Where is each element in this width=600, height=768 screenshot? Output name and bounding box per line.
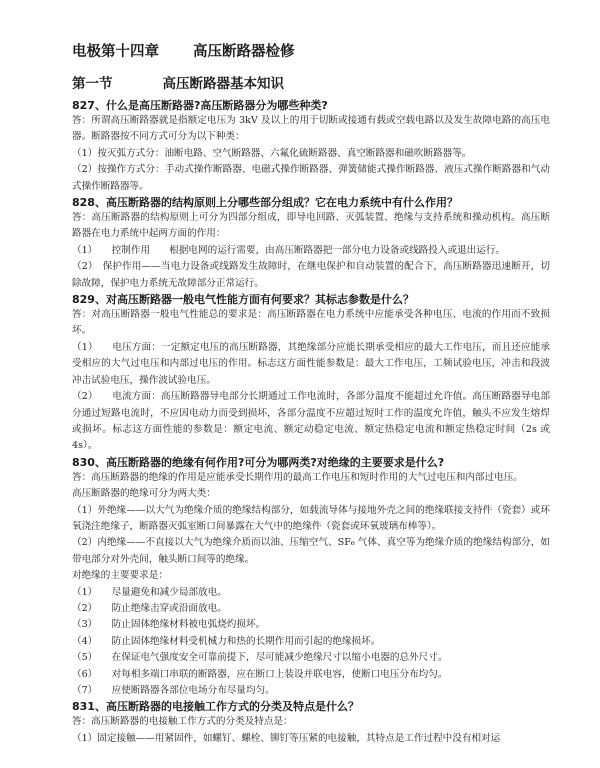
answer-paragraph: （2） 防止绝缘击穿或沿面放电。 — [72, 602, 227, 614]
answer-paragraph: （4） 防止固体绝缘材料受机械力和热的长期作用而引起的绝缘损坏。 — [72, 635, 381, 647]
question-heading: 831、高压断路器的电接触工作方式的分类及特点是什么？ — [72, 700, 359, 714]
question-heading: 828、高压断路器的结构原则上分哪些部分组成？它在电力系统中有什么作用？ — [72, 196, 458, 210]
answer-paragraph: （6） 对每相多端口串联的断路器，应在断口上装设并联电容，使断口电压分布均匀。 — [72, 668, 448, 680]
answer-paragraph: 答：高压断路器的结构原则上可分为四部分组成，即导电回路、灭弧装置、绝缘与支持系统和操动机构。高压断路器在电力系统中起两方面的作用： — [72, 212, 550, 240]
question-heading: 827、什么是高压断路器?高压断路器分为哪些种类? — [72, 99, 328, 112]
answer-paragraph: （5） 在保证电气强度安全可靠前提下，尽可能减少绝缘尺寸以缩小电器的总外尺寸。 — [72, 652, 448, 664]
answer-paragraph: 答：所谓高压断路器就是指额定电压为 3kV 及以上的用于切断或接通有载或空载电路以及发生故障电路的高压电器。断路器按不同方式可分为以下种类： — [72, 115, 550, 143]
chapter-number: 电极第十四章 — [72, 44, 159, 60]
answer-paragraph: （3） 防止固体绝缘材料被电弧烧灼损坏。 — [72, 619, 266, 631]
answer-paragraph: （1）固定接触——用紧固件，如螺钉、螺栓、铆钉等压紧的电接触，其特点是工作过程中没有相对运 — [72, 732, 501, 744]
answer-paragraph: （1）按灭弧方式分：油断电路、空气断路器、六氟化硫断路器、真空断路器和磁吹断路器等。 — [72, 147, 472, 159]
answer-paragraph: 答：对高压断路器一般电气性能总的要求是：高压断路器在电力系统中应能承受各种电压、电流的作用而不致损坏。 — [72, 309, 550, 337]
answer-paragraph: （2） 电流方面：高压断路器导电部分长期通过工作电流时，各部分温度不能超过允许值。高压断路器导电部分通过短路电流时，不应因电动力而受到损坏，各部分温度不应超过短时工作的温度允许值，触头不应发生熔焊或损坏。标志这方面性能的参数是：额定电流、额定动稳定电流、额定热稳定电流和额定热稳定时间（2s 或 4s）。 — [72, 391, 550, 452]
section-title: 高压断路器基本知识 — [162, 76, 284, 92]
answer-paragraph: （1）外绝缘——以大气为绝缘介质的绝缘结构部分，如载流导体与接地外壳之间的绝缘联接支持件（瓷套）或环氧浇注绝缘子，断路器灭弧室断口间暴露在大气中的绝缘件（瓷套或环氧玻璃布棒等）。 — [72, 504, 550, 532]
answer-paragraph: （7） 应使断路器各部位电场分布尽量均匀。 — [72, 685, 275, 696]
answer-paragraph: （1） 尽量避免和减少局部放电。 — [72, 586, 227, 598]
answer-paragraph: （1） 电压方面：一定额定电压的高压断路器，其绝缘部分应能长期承受相应的最大工作电压，而且还应能承受相应的大气过电压和内部过电压的作用。标志这方面性能参数是：最大工作电压，工频试验电压，冲击和段波冲击试验电压，操作波试验电压。 — [72, 341, 550, 386]
answer-paragraph: （2） 保护作用——当电力设备或线路发生故障时，在继电保护和自动装置的配合下，高压断路器迅速断开，切除故障，保护电力系统无故障部分正常运行。 — [72, 261, 550, 289]
answer-paragraph: （2）内绝缘——不直接以大气为绝缘介质而以油、压缩空气、SF₆ 气体、真空等为绝缘介质的绝缘结构部分，如带电部分对外壳间，触头断口间等的绝缘。 — [72, 537, 550, 565]
answer-paragraph: 答：高压断路器的绝缘的作用是应能承受长期作用的最高工作电压和短时作用的大气过电压和内部过电压。 — [72, 471, 523, 483]
chapter-heading — [72, 40, 295, 61]
section-heading — [72, 72, 284, 92]
answer-paragraph: 答：高压断路器的电接触工作方式的分类及特点是： — [72, 716, 293, 728]
section-number: 第一节 — [72, 76, 113, 92]
document-body — [72, 98, 550, 747]
answer-paragraph: 高压断路器的绝缘可分为两大类： — [72, 488, 216, 500]
question-heading: 830、高压断路器的绝缘有何作用?可分为哪两类?对绝缘的主要要求是什么? — [72, 455, 445, 469]
question-heading: 829、对高压断路器一般电气性能方面有何要求？其标志参数是什么？ — [72, 293, 414, 307]
answer-paragraph: 对绝缘的主要要求是： — [72, 570, 168, 582]
answer-paragraph: （1） 控制作用 根据电网的运行需要，由高压断路器把一部分电力设备或线路投入或退出运行。 — [72, 244, 506, 256]
chapter-title: 高压断路器检修 — [193, 44, 295, 60]
answer-paragraph: （2）按操作方式分：手动式操作断路器、电磁式操作断路器、弹簧储能式操作断路器、液压式操作断路器和气动式操作断路器等。 — [72, 164, 550, 192]
